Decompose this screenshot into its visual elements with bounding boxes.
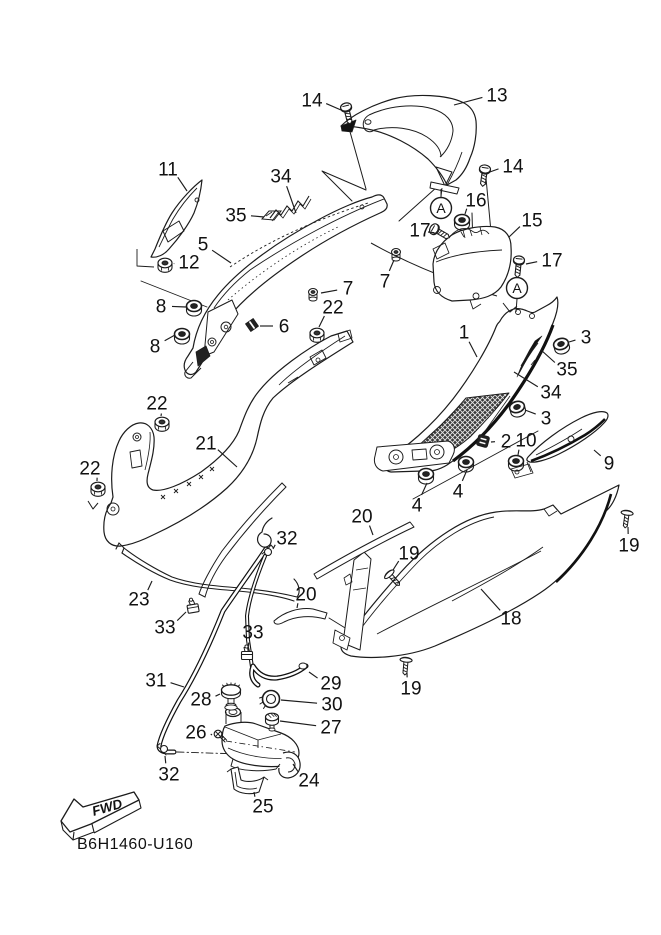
part-number-label: 4 — [452, 481, 464, 503]
part-number-label: 34 — [540, 382, 562, 404]
part-number-label: 19 — [618, 535, 640, 557]
part-code: B6H1460-U160 — [77, 836, 194, 853]
detail-mark-letter: A — [512, 280, 522, 296]
callout-20 — [295, 585, 316, 609]
part-number-label: 13 — [486, 85, 508, 107]
callout-22 — [79, 459, 100, 482]
fwd-label: FWD — [90, 796, 124, 819]
part-number-label: 27 — [320, 717, 342, 739]
part-number-label: 3 — [580, 327, 592, 349]
part-number-label: 32 — [158, 764, 180, 786]
detail-mark-A — [431, 198, 452, 219]
callout-32 — [273, 529, 298, 550]
part-number-label: 10 — [515, 430, 537, 452]
part-number-label: 32 — [276, 528, 298, 550]
part-number-label: 33 — [154, 617, 176, 639]
callout-12 — [174, 253, 200, 274]
part-number-label: 9 — [603, 453, 615, 475]
part-number-label: 5 — [197, 234, 209, 256]
part-number-label: 24 — [298, 770, 320, 792]
part-number-label: 26 — [185, 722, 207, 744]
part-number-label: 14 — [502, 156, 524, 178]
part-number-label: 2 — [500, 431, 512, 453]
part-number-label: 21 — [195, 433, 217, 455]
part-number-label: 1 — [458, 322, 470, 344]
part-number-label: 25 — [252, 796, 274, 818]
part-number-label: 35 — [225, 205, 247, 227]
part-number-label: 17 — [409, 220, 431, 242]
part-number-label: 7 — [379, 271, 391, 293]
part-number-label: 19 — [398, 543, 420, 565]
part-number-label: 22 — [79, 458, 101, 480]
callout-leader — [165, 756, 166, 763]
callout-22 — [146, 394, 167, 417]
clip-2 — [476, 434, 489, 447]
callout-leader — [248, 643, 249, 649]
part-number-label: 20 — [351, 506, 373, 528]
part-number-label: 19 — [400, 678, 422, 700]
part-number-label: 22 — [322, 297, 344, 319]
part-number-label: 29 — [320, 673, 342, 695]
part-number-label: 30 — [321, 694, 343, 716]
part-number-label: 3 — [540, 408, 552, 430]
part-number-label: 15 — [521, 210, 543, 232]
part-number-label: 35 — [556, 359, 578, 381]
rivet-7-right — [392, 249, 401, 262]
callout-leader — [211, 734, 212, 735]
callout-10 — [515, 431, 536, 456]
callout-leader — [172, 306, 186, 307]
part-number-label: 16 — [465, 190, 487, 212]
callout-16 — [465, 191, 487, 215]
part-number-label: 7 — [342, 278, 354, 300]
part-number-label: 17 — [541, 250, 563, 272]
part-number-label: 14 — [301, 90, 323, 112]
part-number-label: 12 — [178, 252, 200, 274]
part-number-label: 22 — [146, 393, 168, 415]
callout-25 — [252, 792, 273, 818]
part-number-label: 6 — [278, 316, 290, 338]
detail-mark-A — [507, 278, 528, 299]
part-number-label: 28 — [190, 689, 212, 711]
rivet-7-left — [309, 289, 318, 302]
part-number-label: 33 — [242, 622, 264, 644]
detail-mark-letter: A — [436, 200, 446, 216]
part-number-label: 31 — [145, 670, 167, 692]
part-number-label: 8 — [155, 296, 167, 318]
part-number-label: 20 — [295, 584, 317, 606]
part-number-label: 8 — [149, 336, 161, 358]
part-number-label: 18 — [500, 608, 522, 630]
part-number-label: 23 — [128, 589, 150, 611]
part-number-label: 11 — [158, 159, 178, 181]
part-number-label: 4 — [411, 495, 423, 517]
part-number-label: 34 — [270, 166, 292, 188]
